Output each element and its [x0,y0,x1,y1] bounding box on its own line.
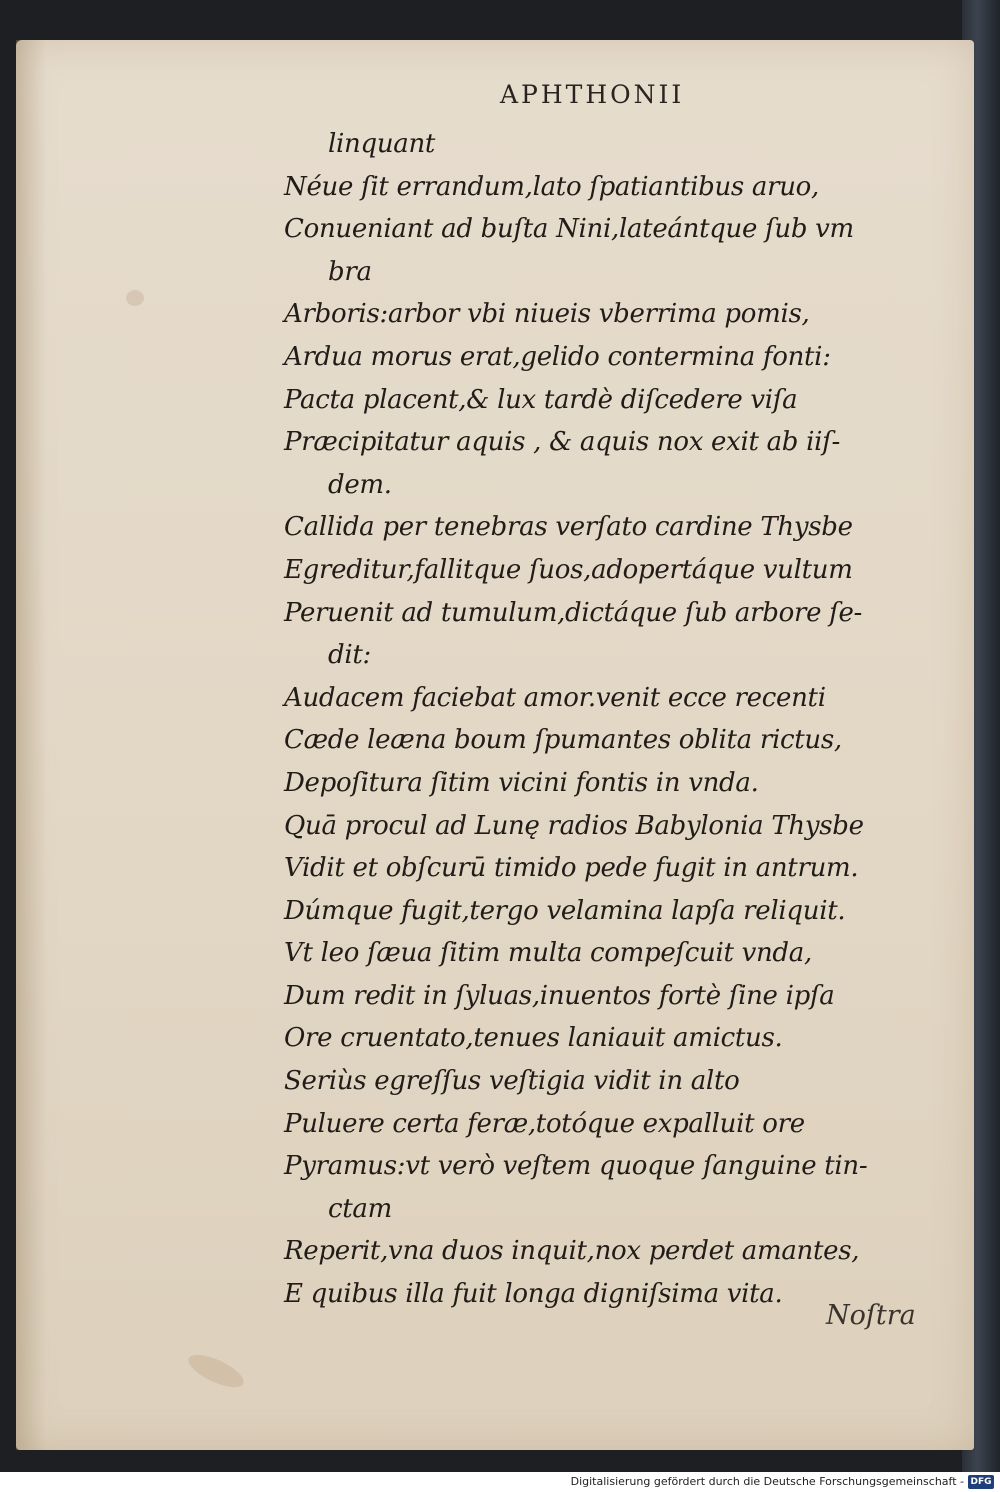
verse-line: Reperit,vna duos inquit,nox perdet amantes, [284,1236,860,1267]
verse-line: Puluere certa feræ,totóque expalluit ore [284,1108,805,1139]
dfg-logo: DFG [968,1475,994,1489]
verse-line: Pacta placent,& lux tardè diſcedere viſa [284,384,798,415]
verse-line: E quibus illa fuit longa digniſsima vita. [284,1279,783,1310]
footer-credit: Digitalisierung gefördert durch die Deutsche Forschungsgemeinschaft - [570,1475,964,1488]
footer-bar [0,1472,1000,1492]
verse-line: Peruenit ad tumulum,dictáque ſub arbore ſe- [284,597,863,628]
verse-line: Egreditur,fallitque ſuos,adopertáque vultum [284,554,853,585]
verse-line: Ore cruentato,tenues laniauit amictus. [284,1023,783,1054]
verse-line: Vt leo ſæua ſitim multa compeſcuit vnda, [284,938,812,969]
verse-line: Néue ſit errandum,lato ſpatiantibus aruo, [284,171,819,202]
verse-line: Conueniant ad buſta Nini,lateántque ſub vm [284,214,854,245]
verse-line: dit: [328,640,371,671]
verse-line: Ardua morus erat,gelido contermina fonti: [284,341,831,372]
verse-line: Præcipitatur aquis , & aquis nox exit ab iiſ- [284,427,840,458]
paper-stain [184,1348,248,1393]
verse-line: ctam [328,1193,392,1224]
catchword: Noſtra [826,1300,916,1331]
verse-line: Dúmque fugit,tergo velamina lapſa reliquit. [284,895,846,926]
verse-line: Audacem faciebat amor.venit ecce recenti [284,682,826,713]
verse-line: Vidit et obſcurū timido pede fugit in antrum. [284,853,859,884]
running-head: APHTHONII [500,80,685,109]
verse-line: Dum redit in ſyluas,inuentos fortè ſine ipſa [284,980,835,1011]
verse-line: Depoſitura ſitim vicini fontis in vnda. [284,767,759,798]
paper-stain [126,290,144,306]
verse-line: Pyramus:vt verò veſtem quoque ſanguine tin- [284,1151,868,1182]
verse-line: Arboris:arbor vbi niueis vberrima pomis, [284,299,810,330]
verse-line: bra [328,256,372,287]
verse-line: linquant [328,129,436,159]
verse-text [284,123,964,1316]
verse-line: dem. [328,469,392,500]
verse-line: Quā procul ad Lunę radios Babylonia Thysbe [284,810,864,841]
verse-line: Cæde leæna boum ſpumantes oblita rictus, [284,725,842,756]
verse-line: Callida per tenebras verſato cardine Thysbe [284,512,853,543]
verse-line: Seriùs egreſſus veſtigia vidit in alto [284,1066,740,1097]
